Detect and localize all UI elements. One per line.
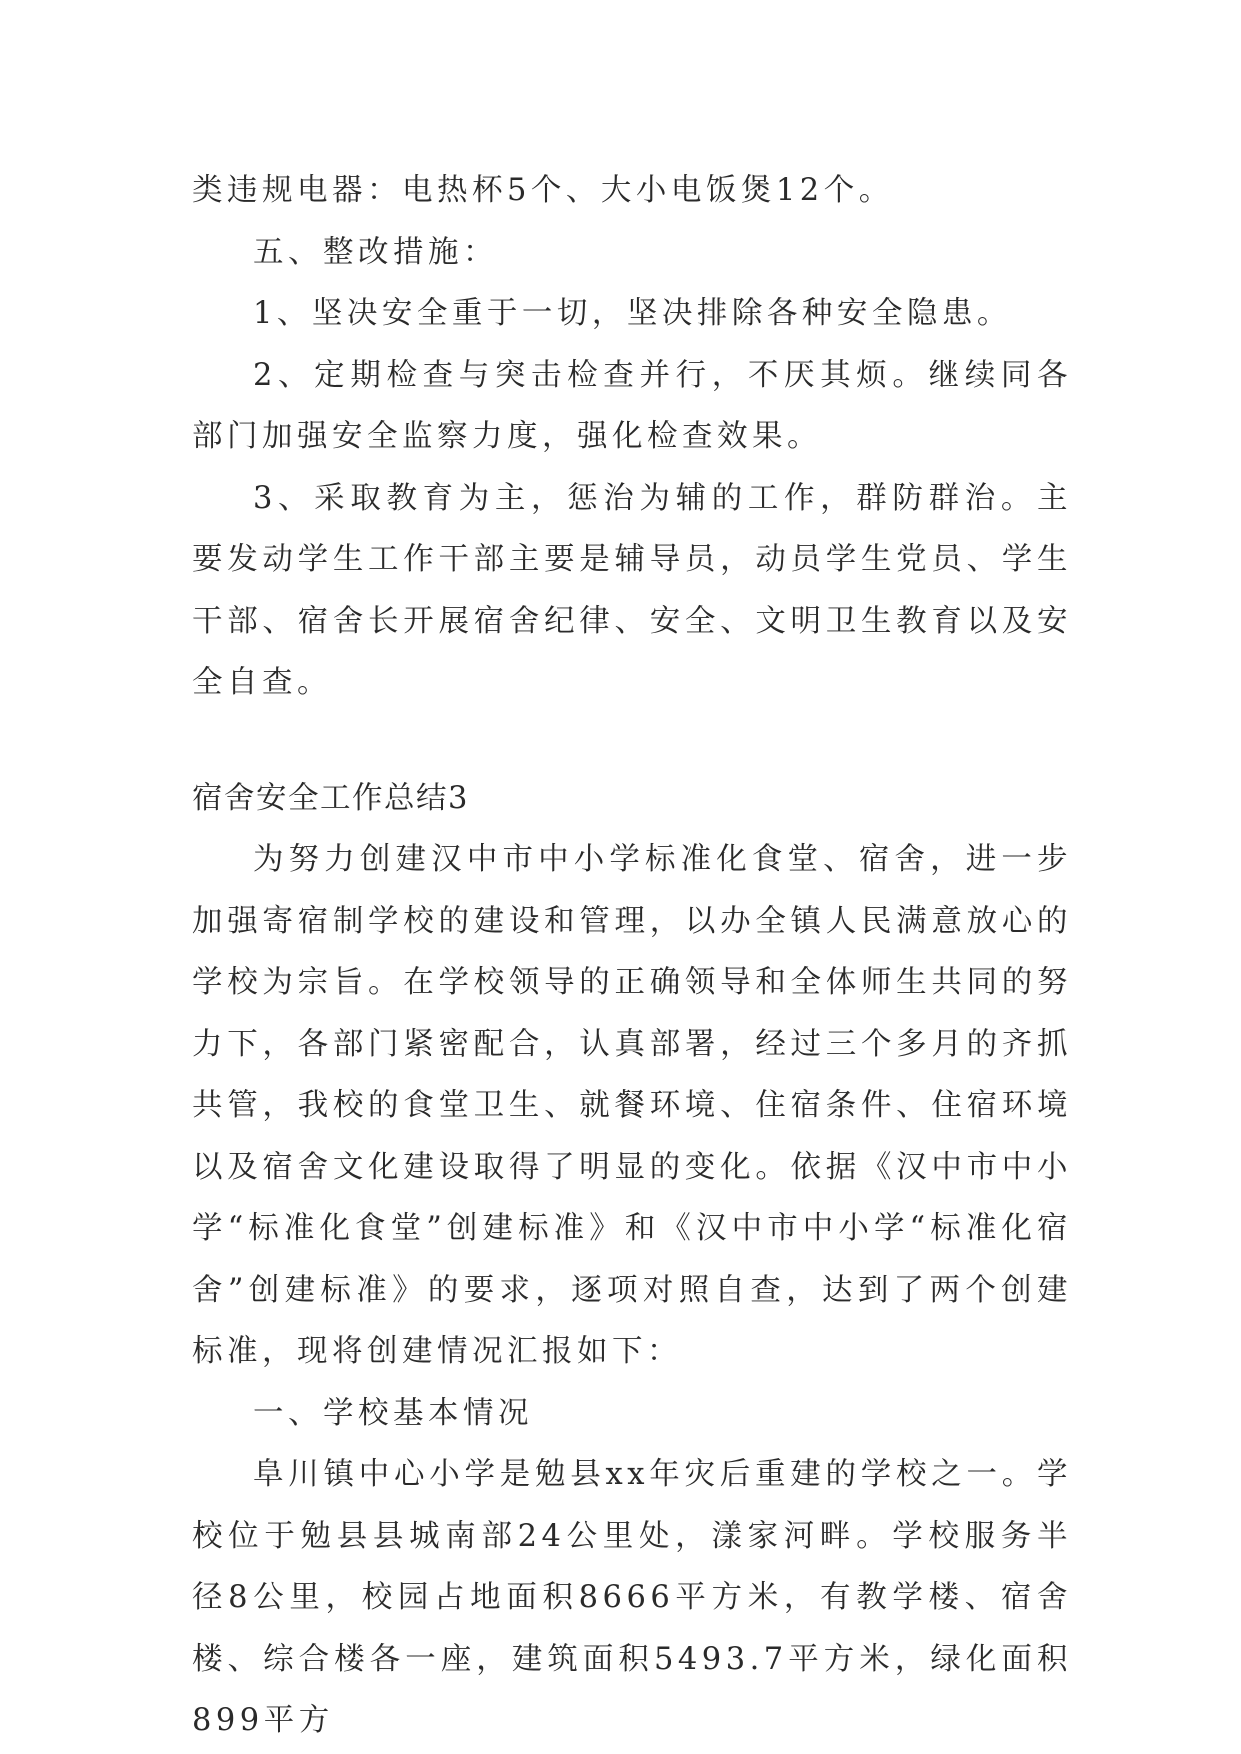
measure-item-1: 1、坚决安全重于一切，坚决排除各种安全隐患。 xyxy=(253,296,1012,331)
school-info-paragraph: 阜川镇中心小学是勉县xx年灾后重建的学校之一。学校位于勉县县城南部24公里处，漾家河畔。学校服务半径8公里，校园占地面积8666平方米，有教学楼、宿舍楼、综合楼各一座，建筑面积5493.7平方米，绿化面积899平方 xyxy=(192,1457,1072,1738)
section-title: 宿舍安全工作总结3 xyxy=(192,780,469,816)
heading-rectification-measures: 五、整改措施： xyxy=(253,234,498,270)
document-body xyxy=(192,160,1072,1752)
measure-item-2: 2、定期检查与突击检查并行，不厌其烦。继续同各部门加强安全监察力度，强化检查效果。 xyxy=(192,357,1072,454)
paragraph-continuation: 类违规电器：电热杯5个、大小电饭煲12个。 xyxy=(192,173,894,208)
measure-item-3: 3、采取教育为主，惩治为辅的工作，群防群治。主要发动学生工作干部主要是辅导员，动员学生党员、学生干部、宿舍长开展宿舍纪律、安全、文明卫生教育以及安全自查。 xyxy=(192,480,1072,700)
heading-school-basic-info: 一、学校基本情况 xyxy=(253,1395,533,1431)
intro-paragraph: 为努力创建汉中市中小学标准化食堂、宿舍，进一步加强寄宿制学校的建设和管理，以办全镇人民满意放心的学校为宗旨。在学校领导的正确领导和全体师生共同的努力下，各部门紧密配合，认真部署，经过三个多月的齐抓共管，我校的食堂卫生、就餐环境、住宿条件、住宿环境以及宿舍文化建设取得了明显的变化。依据《汉中市中小学“标准化食堂”创建标准》和《汉中市中小学“标准化宿舍”创建标准》的要求，逐项对照自查，达到了两个创建标准，现将创建情况汇报如下： xyxy=(192,842,1072,1369)
